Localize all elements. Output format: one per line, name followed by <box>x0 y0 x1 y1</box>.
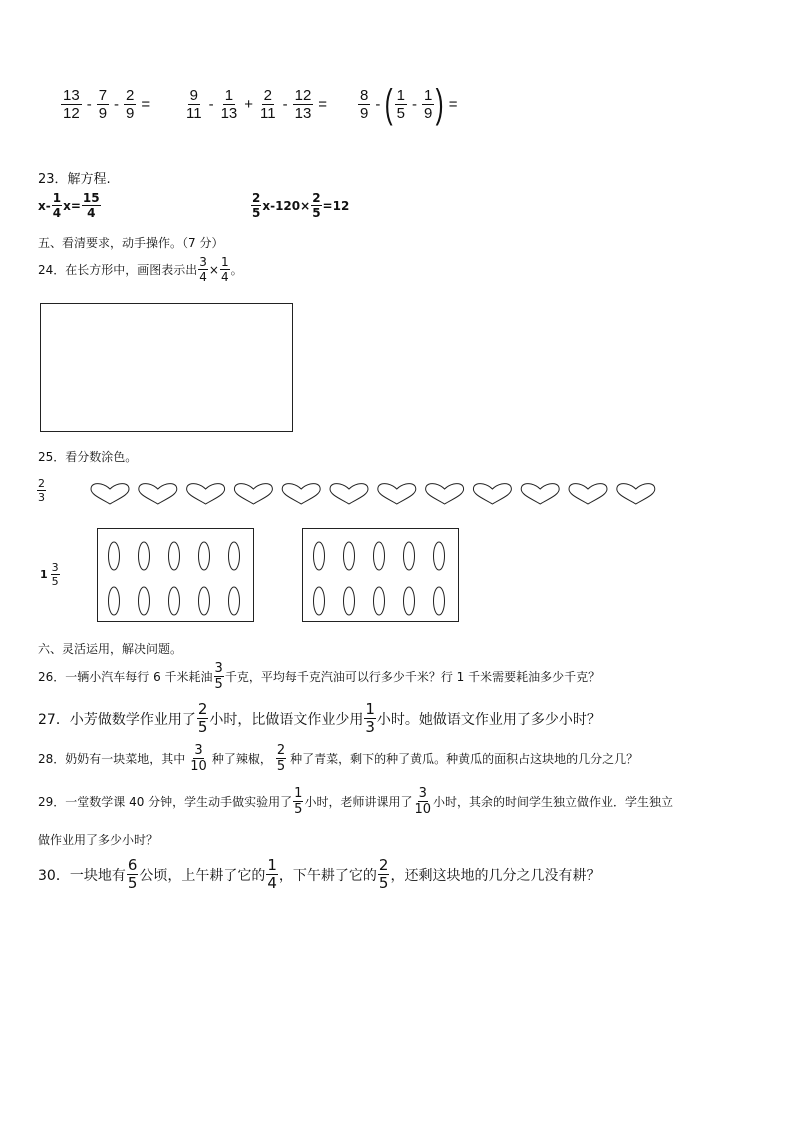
calc-expression-3: $\frac{8}{9}$ - ( $\frac{1}{5}$ - $\frac{1}{9}$ ) = <box>360 82 458 126</box>
q25-fraction-hearts <box>36 478 47 503</box>
q23-equation-1: x- $\frac{1}{4}$ x= $\frac{15}{4}$ <box>38 191 100 220</box>
fraction: $\frac{1}{4}$ <box>52 191 62 220</box>
heart-shape[interactable] <box>330 484 368 504</box>
fraction: $\frac{1}{3}$ <box>365 700 375 736</box>
fraction: $\frac{2}{5}$ <box>312 191 321 220</box>
oval-box-1 <box>97 528 254 622</box>
right-parenthesis: ) <box>436 82 445 126</box>
oval-shape[interactable] <box>169 542 180 570</box>
fraction: $\frac{2}{5}$ <box>378 856 389 892</box>
fraction: $\frac{7}{9}$ <box>98 87 108 122</box>
heart-shape[interactable] <box>139 484 177 504</box>
oval-shape[interactable] <box>199 542 210 570</box>
heart-shape[interactable] <box>378 484 416 504</box>
heart-shape[interactable] <box>569 484 607 504</box>
heart-shape[interactable] <box>234 484 272 504</box>
oval-shape[interactable] <box>199 587 210 615</box>
heart-shape[interactable] <box>91 484 129 504</box>
q23-title: 23．解方程. <box>38 172 111 187</box>
fraction: $\frac{2}{5}$ <box>276 743 286 774</box>
heart-shape[interactable] <box>617 484 655 504</box>
calc-expression-2: $\frac{9}{11}$ - $\frac{1}{13}$ + $\frac{2}{11}$ - $\frac{12}{13}$ = <box>186 87 328 122</box>
q29-text: 29．一堂数学课 40 分钟，学生动手做实验用了 $\frac{1}{5}$ 小时，老师讲课用了 $\frac{3}{10}$ 小时，其余的时间学生独立做作业．学生独立 <box>38 786 674 817</box>
heart-shape[interactable] <box>473 484 511 504</box>
drawing-rectangle[interactable] <box>40 303 293 432</box>
heart-shape[interactable] <box>282 484 320 504</box>
q24-text: 24．在长方形中，画图表示出 $\frac{3}{4}$ × $\frac{1}{4}$ 。 <box>38 255 243 284</box>
oval-shape[interactable] <box>434 587 445 615</box>
oval-shape[interactable] <box>344 542 355 570</box>
ovals-group <box>98 529 253 621</box>
q27-text: 27．小芳做数学作业用了 $\frac{2}{5}$ 小时，比做语文作业少用 $\frac{1}{3}$ 小时。她做语文作业用了多少小时？ <box>38 700 601 736</box>
fraction: $\frac{2}{11}$ <box>260 87 276 122</box>
q29-text-line2: 做作业用了多少小时？ <box>38 833 159 847</box>
fraction: $\frac{3}{4}$ <box>199 255 207 284</box>
oval-shape[interactable] <box>139 542 150 570</box>
ovals-group <box>303 529 458 621</box>
oval-shape[interactable] <box>374 587 385 615</box>
hearts-row <box>88 482 663 508</box>
calc-expression-1: $\frac{13}{12}$ - $\frac{7}{9}$ - $\frac{2}{9}$ = <box>63 87 151 122</box>
oval-box-2 <box>302 528 459 622</box>
oval-shape[interactable] <box>404 587 415 615</box>
fraction: $\frac{13}{12}$ <box>63 87 80 122</box>
fraction: $\frac{1}{5}$ <box>294 786 303 817</box>
oval-shape[interactable] <box>314 587 325 615</box>
fraction: $\frac{1}{13}$ <box>220 87 238 122</box>
oval-shape[interactable] <box>434 542 445 570</box>
fraction: $\frac{8}{9}$ <box>360 86 369 122</box>
fraction: $\frac{9}{11}$ <box>186 87 202 122</box>
fraction: $\frac{1}{5}$ <box>396 86 406 122</box>
left-parenthesis: ( <box>385 82 394 126</box>
fraction: $\frac{2}{3}$ <box>38 477 45 504</box>
oval-shape[interactable] <box>314 542 325 570</box>
section-6-heading: 六、灵活运用，解决问题。 <box>38 642 183 656</box>
heart-shape[interactable] <box>426 484 464 504</box>
oval-shape[interactable] <box>374 542 385 570</box>
oval-shape[interactable] <box>139 587 150 615</box>
q25-title: 25．看分数涂色。 <box>38 450 138 464</box>
q30-text: 30．一块地有 $\frac{6}{5}$ 公顷，上午耕了它的 $\frac{1}{4}$ ，下午耕了它的 $\frac{2}{5}$ ，还剩这块地的几分之几没有耕？ <box>38 856 601 892</box>
fraction: $\frac{3}{5}$ <box>51 561 59 588</box>
q28-text: 28．奶奶有一块菜地，其中 $\frac{3}{10}$ 种了辣椒， $\frac{2}{5}$ 种了青菜，剩下的种了黄瓜。种黄瓜的面积占这块地的几分之几？ <box>38 743 639 774</box>
fraction: $\frac{1}{4}$ <box>267 856 277 892</box>
fraction: $\frac{3}{5}$ <box>214 661 223 692</box>
fraction: $\frac{15}{4}$ <box>82 191 100 220</box>
fraction: $\frac{1}{4}$ <box>220 255 229 284</box>
fraction: $\frac{2}{5}$ <box>197 700 208 736</box>
oval-shape[interactable] <box>229 542 240 570</box>
fraction: $\frac{2}{9}$ <box>126 87 135 122</box>
fraction: $\frac{3}{10}$ <box>190 743 207 774</box>
oval-shape[interactable] <box>229 587 240 615</box>
heart-shape[interactable] <box>521 484 559 504</box>
oval-shape[interactable] <box>404 542 415 570</box>
q25-fraction-ovals: 1 $\frac{3}{5}$ <box>40 561 59 588</box>
heart-shape[interactable] <box>187 484 225 504</box>
fraction: $\frac{6}{5}$ <box>127 856 138 892</box>
fraction: $\frac{2}{5}$ <box>252 191 261 220</box>
q23-equation-2: $\frac{2}{5}$ x-120× $\frac{2}{5}$ =12 <box>252 191 350 220</box>
oval-shape[interactable] <box>109 542 120 570</box>
fraction: $\frac{1}{9}$ <box>424 86 433 122</box>
section-5-heading: 五、看清要求，动手操作。（7 分） <box>38 236 224 250</box>
fraction: $\frac{12}{13}$ <box>294 87 312 122</box>
q26-text: 26．一辆小汽车每行 6 千米耗油 $\frac{3}{5}$ 千克，平均每千克汽油可以行多少千米？行 1 千米需要耗油多少千克？ <box>38 661 601 692</box>
oval-shape[interactable] <box>169 587 180 615</box>
oval-shape[interactable] <box>344 587 355 615</box>
oval-shape[interactable] <box>109 587 120 615</box>
fraction: $\frac{3}{10}$ <box>414 786 432 817</box>
